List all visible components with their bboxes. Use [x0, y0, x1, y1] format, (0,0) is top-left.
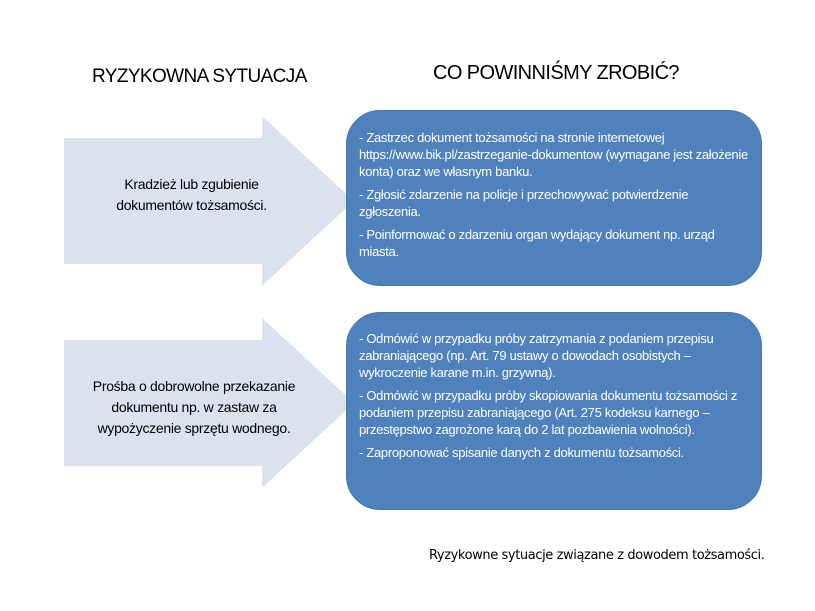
action-item: - Odmówić w przypadku próby skopiowania dokumentu tożsamości z podaniem przepisu zabraniającego (Art. 275 kodeksu karnego – przestępstwo zagrożone karą do 2 lat pozbawienia wolności).	[359, 388, 738, 437]
situation-arrow-1	[64, 116, 354, 286]
situation-2-line: dokumentu np. w zastaw za	[111, 399, 277, 415]
action-item: - Zaproponować spisanie danych z dokumentu tożsamości.	[359, 445, 684, 460]
heading-what-to-do: CO POWINNIŚMY ZROBIĆ?	[433, 62, 679, 84]
situation-label-1	[104, 174, 279, 216]
situation-label-2	[74, 376, 314, 439]
situation-2-line: wypożyczenie sprzętu wodnego.	[97, 420, 291, 436]
actions-box-2	[346, 312, 762, 510]
actions-box-1	[346, 110, 762, 286]
situation-1-line: Kradzież lub zgubienie	[124, 176, 259, 192]
figure-caption: Ryzykowne sytuacje związane z dowodem tożsamości.	[429, 548, 765, 563]
action-item: - Poinformować o zdarzeniu organ wydający dokument np. urząd miasta.	[359, 227, 715, 259]
situation-2-line: Prośba o dobrowolne przekazanie	[92, 378, 296, 394]
situation-1-line: dokumentów tożsamości.	[116, 197, 267, 213]
action-item: - Zastrzec dokument tożsamości na stronie internetowej https://www.bik.pl/zastrzeganie-dokumentow (wymagane jest założenie konta) oraz we własnym banku.	[359, 130, 748, 179]
situation-arrow-2	[64, 318, 354, 488]
action-item: - Odmówić w przypadku próby zatrzymania z podaniem przepisu zabraniającego (np. Art. 79 ustawy o dowodach osobistych – wykroczenie karane m.in. grzywną).	[359, 331, 714, 380]
action-item: - Zgłosić zdarzenie na policje i przechowywać potwierdzenie zgłoszenia.	[359, 187, 689, 219]
heading-risky-situation: RYZYKOWNA SYTUACJA	[92, 66, 307, 87]
